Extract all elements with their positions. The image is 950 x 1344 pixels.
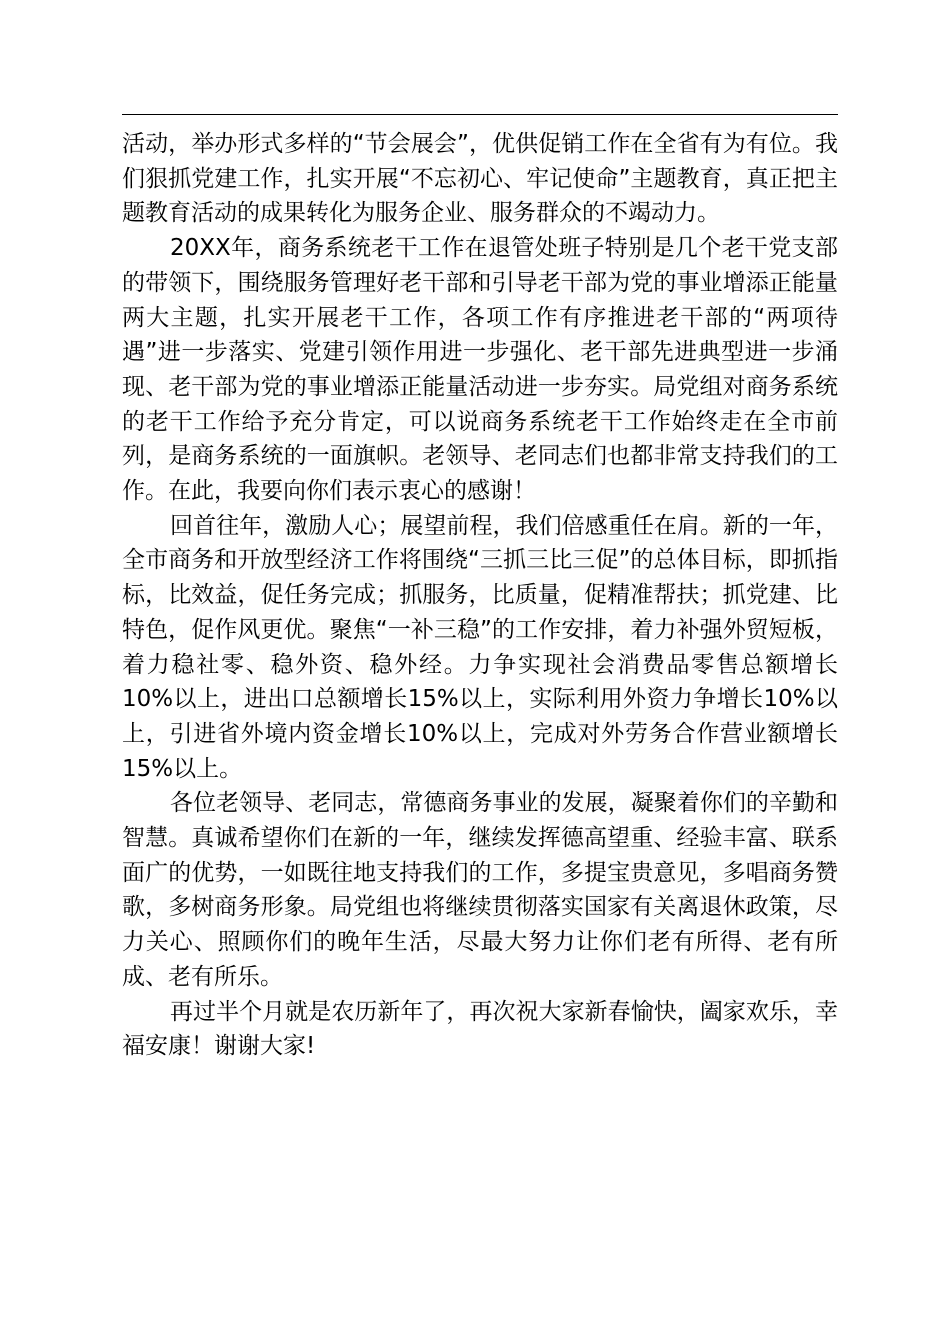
paragraph-3: 回首往年，激励人心；展望前程，我们倍感重任在肩。新的一年，全市商务和开放型经济工作将围绕“三抓三比三促”的总体目标，即抓指标，比效益，促任务完成；抓服务，比质量，促精准帮扶；抓党建、比特色，促作风更优。聚焦“一补三稳”的工作安排，着力补强外贸短板，着力稳社零、稳外资、稳外经。力争实现社会消费品零售总额增长10%以上，进出口总额增长15%以上，实际利用外资力争增长10%以上，引进省外境内资金增长10%以上，完成对外劳务合作营业额增长15%以上。 — [122, 512, 838, 782]
paragraph-5: 再过半个月就是农历新年了，再次祝大家新春愉快，阖家欢乐，幸福安康！谢谢大家! — [122, 998, 838, 1060]
document-body — [122, 127, 838, 1064]
paragraph-2: 20XX年，商务系统老干工作在退管处班子特别是几个老干党支部的带领下，围绕服务管理好老干部和引导老干部为党的事业增添正能量两大主题，扎实开展老干工作，各项工作有序推进老干部的“两项待遇”进一步落实、党建引领作用进一步强化、老干部先进典型进一步涌现、老干部为党的事业增添正能量活动进一步夯实。局党组对商务系统的老干工作给予充分肯定，可以说商务系统老干工作始终走在全市前列，是商务系统的一面旗帜。老领导、老同志们也都非常支持我们的工作。在此，我要向你们表示衷心的感谢！ — [122, 235, 838, 505]
paragraph-4: 各位老领导、老同志，常德商务事业的发展，凝聚着你们的辛勤和智慧。真诚希望你们在新的一年，继续发挥德高望重、经验丰富、联系面广的优势，一如既往地支持我们的工作，多提宝贵意见，多唱商务赞歌，多树商务形象。局党组也将继续贯彻落实国家有关离退休政策，尽力关心、照顾你们的晚年生活，尽最大努力让你们老有所得、老有所成、老有所乐。 — [122, 790, 838, 990]
header-rule — [122, 114, 838, 115]
paragraph-1: 活动，举办形式多样的“节会展会”，优供促销工作在全省有为有位。我们狠抓党建工作，扎实开展“不忘初心、牢记使命”主题教育，真正把主题教育活动的成果转化为服务企业、服务群众的不竭动力。 — [122, 131, 838, 227]
